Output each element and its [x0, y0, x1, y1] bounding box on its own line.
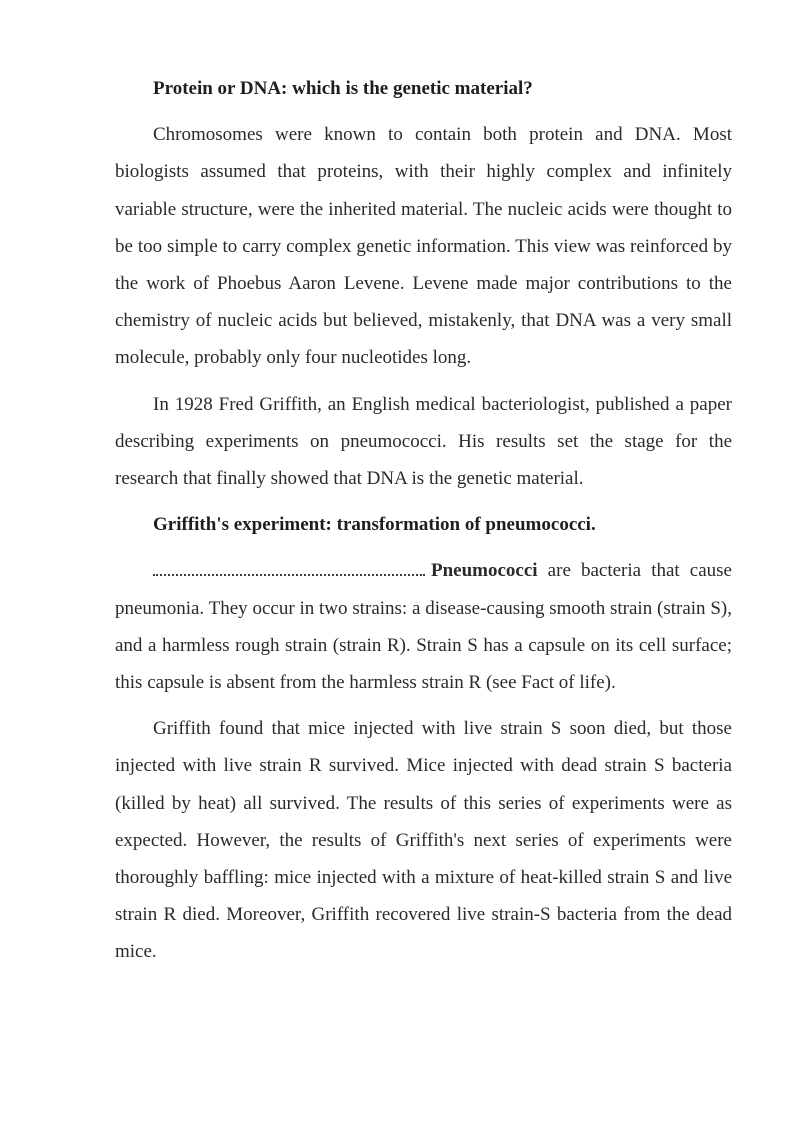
section-heading-griffith-experiment: Griffith's experiment: transformation of pneumococci. [153, 514, 596, 536]
paragraph-griffith-mice: Griffith found that mice injected with live strain S soon died, but those injected with live strain R survived. Mice injected with dead strain S bacteria (killed by heat) all survived. The results of this series of experiments were as expected. However, the results of Griffith's next series of experiments were thoroughly baffling: mice injected with a mixture of heat-killed strain S and live strain R died. Moreover, Griffith recovered live strain-S bacteria from the dead mice. [115, 718, 732, 963]
paragraph-pneumococci-text: are bacteria that cause pneumonia. They occur in two strains: a disease-causing smooth strain (strain S), and a harmless rough strain (strain R). Strain S has a capsule on its cell surface; this capsule is absent from the harmless strain R (see Fact of life). [115, 560, 732, 694]
document-page [115, 70, 732, 980]
paragraph-pneumococci [115, 552, 732, 701]
paragraph-chromosomes: Chromosomes were known to contain both protein and DNA. Most biologists assumed that proteins, with their highly complex and infinitely variable structure, were the inherited material. The nucleic acids were thought to be too simple to carry complex genetic information. This view was reinforced by the work of Phoebus Aaron Levene. Levene made major contributions to the chemistry of nucleic acids but believed, mistakenly, that DNA was a very small molecule, probably only four nucleotides long. [115, 124, 732, 369]
blank-fill-line [153, 564, 425, 576]
section-heading-genetic-material: Protein or DNA: which is the genetic material? [153, 78, 533, 99]
paragraph-griffith-1928: In 1928 Fred Griffith, an English medical bacteriologist, published a paper describing experiments on pneumococci. His results set the stage for the research that finally showed that DNA is the genetic material. [115, 393, 732, 490]
term-pneumococci: Pneumococci [431, 560, 538, 582]
